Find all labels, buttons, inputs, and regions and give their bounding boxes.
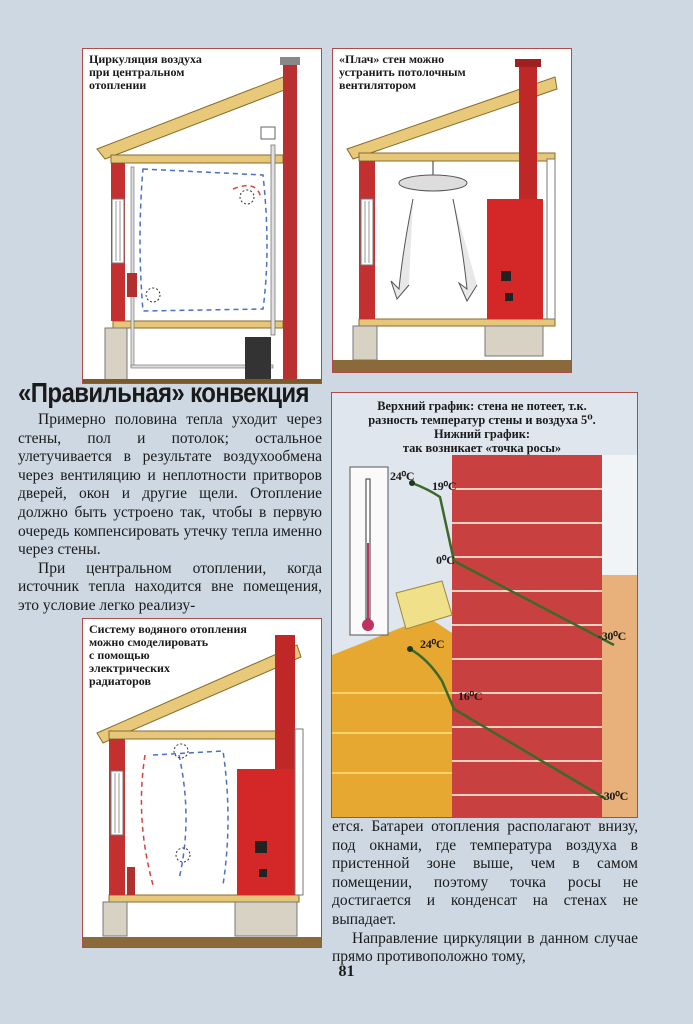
temp-label-upper-end: -30⁰С bbox=[598, 629, 626, 643]
section-heading: «Правильная» конвекция bbox=[18, 378, 309, 410]
temp-label-upper-zero: 0⁰С bbox=[436, 553, 455, 567]
house-section-ceiling-fan bbox=[333, 49, 572, 373]
illustration-central-heating bbox=[82, 48, 322, 384]
paragraph: ется. Батареи отопления располагают внизу, под окнами, где температура воздуха в пристенной зоне выше, чем в самом помещении, поэтому точка росы не достигается и конденсат на стенах не выпадает. bbox=[332, 818, 638, 928]
paragraph: Направление циркуляции в данном случае прямо противоположно тому, bbox=[332, 929, 638, 966]
illustration-dew-point-graph bbox=[331, 392, 638, 818]
wall-temperature-graph bbox=[332, 393, 638, 818]
temp-label-lower-start: 24⁰С bbox=[420, 637, 445, 651]
body-text-left bbox=[18, 411, 322, 616]
temp-label-upper-start: 24⁰С bbox=[390, 469, 415, 483]
panel-caption-central-heating: Циркуляция воздуха при центральном отоплении bbox=[89, 52, 202, 92]
body-text-right bbox=[332, 818, 638, 967]
paragraph: При центральном отоплении, когда источник тепла находится вне помещения, это условие легко реализу- bbox=[18, 559, 322, 614]
page-number: 81 bbox=[338, 963, 355, 980]
panel-caption-electric-radiators: Систему водяного отопления можно смоделировать с помощью электрических радиаторов bbox=[89, 622, 247, 688]
temp-label-lower-mid: 16⁰С bbox=[458, 689, 483, 703]
temp-label-lower-end: -30⁰С bbox=[600, 789, 628, 803]
panel-caption-ceiling-fan: «Плач» стен можно устранить потолочным вентилятором bbox=[339, 52, 466, 92]
paragraph: Примерно половина тепла уходит через стены, пол и потолок; остальное улетучивается в результате воздухообмена через вентиляцию и неплотности притворов дверей, окон и другие щели. Отопление должно быть устроено так, чтобы в первую очередь компенсировать утечку тепла именно через стены. bbox=[18, 411, 322, 559]
house-section-central-heating bbox=[83, 49, 322, 384]
temp-label-upper-mid: 19⁰С bbox=[432, 479, 457, 493]
illustration-ceiling-fan bbox=[332, 48, 572, 373]
graph-caption: Верхний график: стена не потеет, т.к. разность температур стены и воздуха 5⁰. Нижний график: так возникает «точка росы» bbox=[368, 399, 596, 455]
illustration-electric-radiators bbox=[82, 618, 322, 948]
